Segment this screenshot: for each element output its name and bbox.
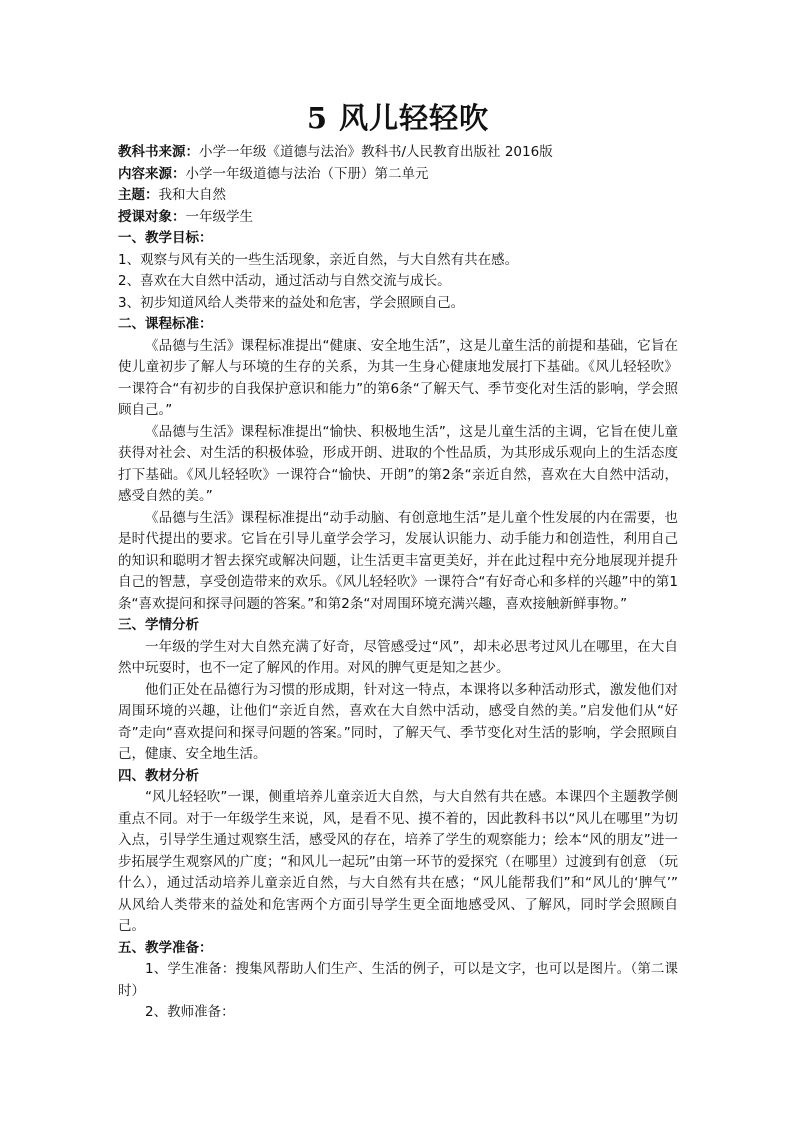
content-source-value: 小学一年级道德与法治（下册）第二单元 bbox=[185, 165, 429, 182]
standards-paragraph: 《品德与生活》课程标准提出“动手动脑、有创意地生活”是儿童个性发展的内在需要，也是时代提出的要求。它旨在引导儿童学会学习，发展认识能力、动手能力和创造性，利用自己的知识和聪明才智去探究或解决问题，让生活更丰富更美好，并在此过程中充分地展现并提升自己的智慧，享受创造带来的欢乐。《风儿轻轻吹》一课符合“有好奇心和多样的兴趣”中的第1条“喜欢提问和探寻问题的答案。”和第2条“对周围环境充满兴趣，喜欢接触新鲜事物。” bbox=[118, 509, 678, 612]
audience-label: 授课对象： bbox=[118, 208, 186, 225]
learners-paragraph: 他们正处在品德行为习惯的形成期，针对这一特点，本课将以多种活动形式，激发他们对周围环境的兴趣，让他们“亲近自然，喜欢在大自然中活动，感受自然的美。”启发他们从“好奇”走向“喜欢提问和探寻问题的答案。”同时，了解天气、季节变化对生活的影响，学会照顾自己，健康、安全地生活。 bbox=[118, 681, 678, 762]
textbook-source-value: 小学一年级《道德与法治》教科书/人民教育出版社 2016版 bbox=[199, 144, 553, 160]
document-title: 5 风儿轻轻吹 bbox=[306, 101, 490, 135]
theme-label: 主题： bbox=[118, 187, 159, 203]
material-heading: 四、教材分析 bbox=[118, 767, 199, 784]
prep-heading: 五、教学准备： bbox=[118, 939, 213, 956]
standards-heading: 二、课程标准： bbox=[118, 316, 213, 332]
theme-value: 我和大自然 bbox=[158, 187, 226, 203]
content-source bbox=[118, 164, 678, 186]
content-source-label: 内容来源： bbox=[118, 165, 186, 182]
goals-heading: 一、教学目标： bbox=[118, 230, 213, 246]
learners-paragraph: 一年级的学生对大自然充满了好奇，尽管感受过“风”，却未必思考过风儿在哪里，在大自然中玩耍时，也不一定了解风的作用。对风的脾气更是知之甚少。 bbox=[118, 638, 678, 676]
textbook-source bbox=[118, 142, 678, 164]
standards-paragraph: 《品德与生活》课程标准提出“愉快、积极地生活”，这是儿童生活的主调，它旨在使儿童获得对社会、对生活的积极体验，形成开朗、进取的个性品质，为其形成乐观向上的生活态度打下基础。《风儿轻轻吹》一课符合“愉快、开朗”的第2条“亲近自然，喜欢在大自然中活动，感受自然的美。” bbox=[118, 423, 678, 504]
theme bbox=[118, 185, 678, 207]
standards-paragraph: 《品德与生活》课程标准提出“健康、安全地生活”，这是儿童生活的前提和基础，它旨在使儿童初步了解人与环境的生存的关系，为其一生身心健康地发展打下基础。《风儿轻轻吹》一课符合“有初步的自我保护意识和能力”的第6条“了解天气、季节变化对生活的影响，学会照顾自己。” bbox=[118, 337, 678, 418]
goal-item: 1、观察与风有关的一些生活现象，亲近自然，与大自然有共在感。 bbox=[118, 251, 519, 268]
document-page bbox=[118, 96, 678, 1024]
learners-heading: 三、学情分析 bbox=[118, 617, 199, 633]
goal-item: 2、喜欢在大自然中活动，通过活动与自然交流与成长。 bbox=[118, 273, 451, 289]
goal-item: 3、初步知道风给人类带来的益处和危害，学会照顾自己。 bbox=[118, 294, 465, 311]
textbook-source-label: 教科书来源： bbox=[118, 144, 199, 160]
prep-item: 2、教师准备： bbox=[145, 1004, 235, 1020]
audience-value: 一年级学生 bbox=[185, 208, 253, 225]
audience bbox=[118, 207, 678, 229]
material-paragraph: “风儿轻轻吹”一课，侧重培养儿童亲近大自然，与大自然有共在感。本课四个主题教学侧重点不同。对于一年级学生来说，风，是看不见、摸不着的，因此教科书以“风儿在哪里”为切入点，引导学生通过观察生活，感受风的存在，培养了学生的观察能力；绘本“风的朋友”进一步拓展学生观察风的广度；“和风儿一起玩”由第一环节的爱探究（在哪里）过渡到有创意 （玩什么），通过活动培养儿童亲近自然，与大自然有共在感；“风儿能帮我们”和“风儿的‘脾气’” 从风给人类带来的益处和危害两个方面引导学生更全面地感受风、了解风，同时学会照顾自己。 bbox=[118, 789, 678, 934]
prep-item: 1、学生准备：搜集风帮助人们生产、生活的例子，可以是文字，也可以是图片。（第二课时） bbox=[118, 961, 678, 999]
